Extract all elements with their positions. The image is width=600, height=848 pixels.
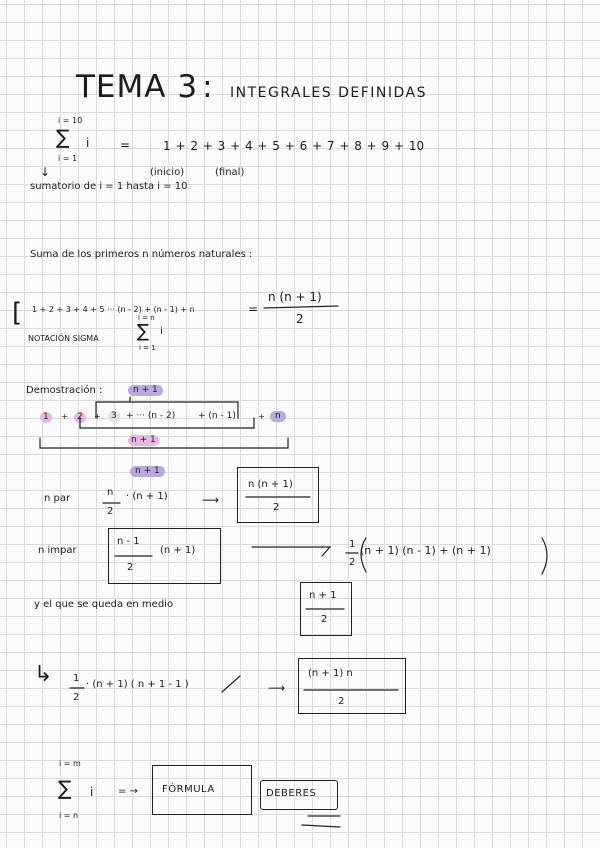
- natural-heading: Suma de los primeros n números naturales :: [30, 249, 253, 260]
- title-main: TEMA 3: [76, 69, 199, 105]
- sum2-upper: i = m: [59, 759, 81, 768]
- natural-sigma-label: NOTACIÓN SIGMA: [28, 334, 99, 343]
- natural-lhs: 1 + 2 + 3 + 4 + 5 ··· (n - 2) + (n - 1) + n: [32, 305, 195, 314]
- title-colon: :: [202, 69, 214, 105]
- demo-term-3: 3: [108, 411, 120, 422]
- final-arrow-icon: ⟶: [268, 681, 286, 695]
- nimpar-label: n impar: [38, 545, 77, 556]
- demo-term-n-1: + (n - 1): [198, 411, 236, 421]
- natural-denominator: 2: [296, 312, 304, 326]
- demo-label: Demostración :: [26, 385, 103, 396]
- natural-sigma-upper: i = n: [138, 314, 155, 322]
- npar-label: n par: [44, 493, 71, 504]
- natural-numerator: n (n + 1): [268, 290, 322, 304]
- demo-bracket-middle: [80, 418, 254, 428]
- arrow-right-icon: ⟶: [202, 493, 220, 507]
- natural-sigma-var: i: [160, 326, 163, 337]
- demo-bracket-bottom: [40, 438, 288, 448]
- sum2-eq: = →: [118, 786, 138, 797]
- sum2-deberes: DEBERES: [266, 788, 317, 799]
- demo-bottom-pill: n + 1: [128, 435, 159, 446]
- nimpar-box-den: 2: [127, 562, 134, 573]
- nimpar-left-paren: [361, 538, 366, 572]
- sum2-sigma: ∑: [58, 776, 72, 800]
- sum1-var: i: [86, 136, 90, 150]
- nimpar-long-arrow: [252, 547, 330, 556]
- demo-pill-2: n + 1: [130, 466, 165, 477]
- final-box-num: (n + 1) n: [308, 668, 353, 679]
- nimpar-right-paren: [542, 538, 547, 574]
- demo-top-pill: n + 1: [128, 385, 163, 396]
- sum1-sigma: ∑: [56, 125, 70, 149]
- natural-fraction-bar: [264, 306, 338, 308]
- arrow-down-icon: ↓: [40, 165, 51, 179]
- natural-sigma: ∑: [137, 321, 150, 342]
- deberes-underline-2: [302, 825, 340, 827]
- sum1-lower: i = 1: [58, 154, 78, 163]
- demo-term-n: n: [270, 411, 286, 422]
- npar-frac-den: 2: [107, 506, 114, 517]
- natural-eq: =: [248, 302, 259, 316]
- demo-term-plus-1: +: [61, 412, 68, 421]
- nimpar-half-num: 1: [349, 539, 356, 550]
- npar-box-num: n (n + 1): [248, 479, 293, 490]
- nimpar-box-rest: (n + 1): [160, 545, 196, 556]
- demo-term-plus-2: +: [94, 412, 101, 421]
- npar-frac-num: n: [107, 487, 114, 498]
- medio-box-num: n + 1: [309, 590, 337, 601]
- final-half-num: 1: [73, 673, 80, 684]
- title-subtitle: INTEGRALES DEFINIDAS: [230, 85, 427, 101]
- demo-term-plus-3: +: [258, 412, 265, 421]
- sum1-eq: =: [120, 138, 131, 152]
- demo-term-1: 1: [40, 412, 52, 423]
- natural-sigma-lower: i = 1: [139, 344, 156, 352]
- nimpar-box-num: n - 1: [117, 536, 140, 547]
- demo-term-2: 2: [74, 412, 86, 423]
- sum1-label: sumatorio de i = 1 hasta i = 10: [30, 181, 188, 192]
- nimpar-half-den: 2: [349, 557, 356, 568]
- medio-box-den: 2: [321, 614, 328, 625]
- demo-bracket-top: [96, 402, 238, 418]
- final-box-den: 2: [338, 696, 345, 707]
- medio-label: y el que se queda en medio: [34, 599, 174, 610]
- nimpar-rhs: (n + 1) (n - 1) + (n + 1): [360, 544, 491, 557]
- demo-term-n-2: + ··· (n - 2): [126, 411, 176, 421]
- sum1-expansion: 1 + 2 + 3 + 4 + 5 + 6 + 7 + 8 + 9 + 10: [163, 139, 425, 153]
- sum1-final: (final): [215, 167, 245, 178]
- final-expr: · (n + 1) ( n + 1 - 1 ): [86, 679, 189, 690]
- sum1-upper: i = 10: [58, 116, 83, 125]
- npar-box-den: 2: [273, 502, 280, 513]
- final-strike: [222, 676, 240, 692]
- sum2-lower: i = n: [59, 811, 79, 820]
- final-half-den: 2: [73, 692, 80, 703]
- sum1-inicio: (inicio): [150, 167, 185, 178]
- return-arrow-icon: ↳: [34, 662, 53, 687]
- sum2-formula: FÓRMULA: [162, 784, 215, 795]
- npar-times: · (n + 1): [126, 491, 168, 502]
- natural-bracket: [: [12, 298, 23, 328]
- sum2-var: i: [90, 785, 94, 799]
